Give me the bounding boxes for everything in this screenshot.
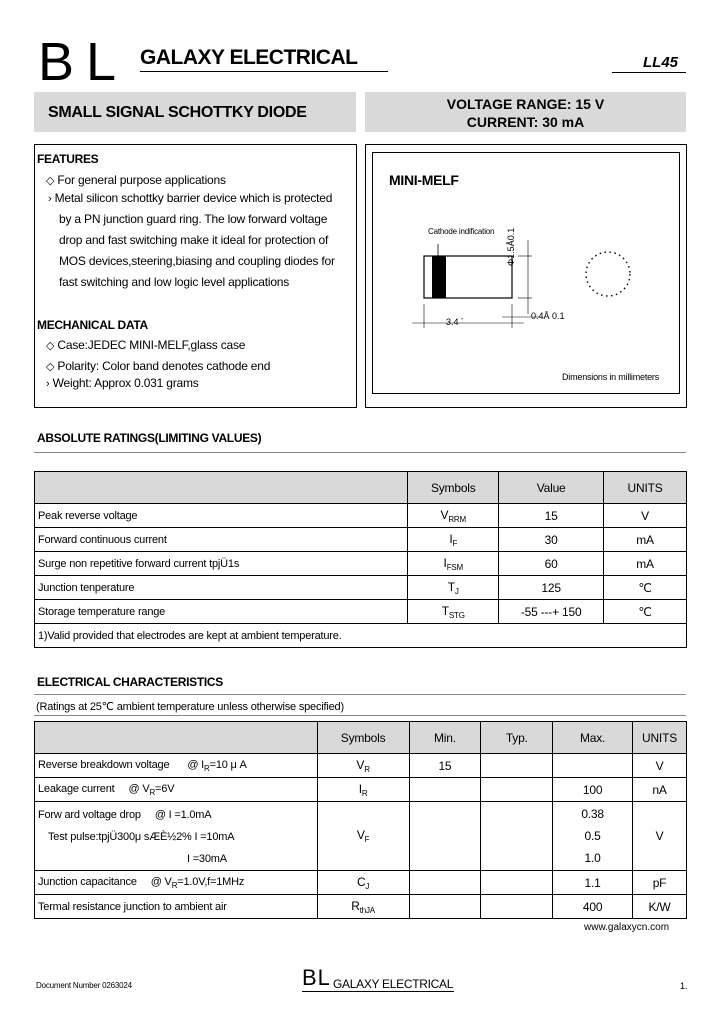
min-cell: 15 [409,754,481,778]
section-divider [34,452,686,453]
unit-cell: mA [604,528,687,552]
unit-cell: nA [633,778,687,802]
voltage-range: VOLTAGE RANGE: 15 V [446,96,605,112]
length-label: 3.4 ´ [446,317,465,327]
symbol-cell: $V_F$ [317,802,409,871]
param-cell: Surge non repetitive forward current tpjÜ1s [35,552,408,576]
forward-voltage-row [35,802,687,871]
absolute-ratings-table [34,471,687,648]
current-rating: CURRENT: 30 mA [466,114,585,130]
document-number: Document Number 0263024 [36,981,132,990]
features-title: FEATURES [37,152,99,166]
header-cell: UNITS [633,722,687,754]
diamond-bullet-icon: ◇ [46,175,55,187]
value-cell: 30 [499,528,604,552]
min-cell [409,895,481,919]
header-cell: Value [499,472,604,504]
symbol-cell: $I_F$ [408,528,499,552]
unit-cell: ℃ [604,600,687,624]
part-number: LL45 [643,54,679,71]
typ-cell [481,778,553,802]
mechanical-item: ◇ Polarity: Color band denotes cathode end [46,359,271,373]
mechanical-title: MECHANICAL DATA [37,318,148,332]
end-view-circle [586,252,630,296]
param-cell: Junction tenperature [35,576,408,600]
cathode-band [432,256,446,298]
ratings-banner [365,92,686,132]
param-cell: Termal resistance junction to ambient air [35,895,318,919]
product-title: SMALL SIGNAL SCHOTTKY DIODE [48,104,307,121]
symbol-cell: $R_{thJA}$ [317,895,409,919]
unit-cell: mA [604,552,687,576]
note-cell: 1)Valid provided that electrodes are kept at ambient temperature. [35,624,687,648]
header-cell: Symbols [408,472,499,504]
unit-cell: pF [633,871,687,895]
header-cell: Min. [409,722,481,754]
footer-company: GALAXY ELECTRICAL [333,977,454,991]
cathode-label: Cathode indification [428,227,495,236]
diameter-label: Φ1.5Å0.1 [506,227,516,266]
unit-cell: ℃ [604,576,687,600]
header-cell [35,722,318,754]
table-row [35,576,687,600]
param-cell: Reverse breakdown voltage @ $I_R=10$ μ A [35,754,318,778]
symbol-cell: $T_{STG}$ [408,600,499,624]
typ-cell [481,754,553,778]
electrical-table [34,721,687,919]
table-row [35,895,687,919]
ratings-note: (Ratings at 25℃ ambient temperature unless otherwise specified) [36,701,344,713]
absolute-ratings-title: ABSOLUTE RATINGS(LIMITING VALUES) [37,431,262,445]
max-cell: 100 [553,778,633,802]
symbol-cell: $C_J$ [317,871,409,895]
website-link[interactable]: www.galaxycn.com [584,922,670,933]
feature-line: fast switching and low logic level applications [59,275,290,289]
feature-item: › Metal silicon schottky barrier device which is protected [48,191,333,205]
table-row [35,871,687,895]
diamond-bullet-icon: ◇ [46,340,55,352]
lead-label: 0.4Å 0.1 [531,311,565,321]
table-row [35,754,687,778]
max-cell: 0.38 0.5 1.0 [553,802,633,871]
table-row [35,778,687,802]
package-title: MINI-MELF [389,172,459,188]
page-number: 1. [680,981,688,991]
symbol-cell: $I_{FSM}$ [408,552,499,576]
min-cell [409,802,481,871]
mechanical-item: › Weight: Approx 0.031 grams [46,376,199,390]
param-cell: Junction capacitance @ $V_R=1.0V,f=1MHz$ [35,871,318,895]
feature-line: MOS devices,steering,biasing and coupling diodes for [59,254,335,268]
param-cell: Leakage current @ $V_R=6V$ [35,778,318,802]
max-cell: 400 [553,895,633,919]
value-cell: 60 [499,552,604,576]
symbol-cell: $I_R$ [317,778,409,802]
part-underline [612,72,686,73]
arrow-bullet-icon: › [46,378,50,390]
brand-logo: BL [38,32,129,92]
param-cell: Storage temperature range [35,600,408,624]
header-cell: Symbols [317,722,409,754]
min-cell [409,778,481,802]
symbol-cell: $V_{RRM}$ [408,504,499,528]
header-cell [35,472,408,504]
table-header-row [35,722,687,754]
typ-cell [481,871,553,895]
param-cell: Forw ard voltage drop @ I =1.0mA Test pulse:tpjÜ300μ sÆÈ½2% I =10mA I =30mA [35,802,318,871]
table-header-row [35,472,687,504]
table-note-row [35,624,687,648]
symbol-cell: $T_J$ [408,576,499,600]
mechanical-item: ◇ Case:JEDEC MINI-MELF,glass case [46,338,246,352]
table-row [35,552,687,576]
arrow-bullet-icon: › [48,193,52,205]
feature-line: drop and fast switching make it ideal for protection of [59,233,329,247]
unit-cell: V [633,802,687,871]
value-cell: 125 [499,576,604,600]
section-divider [34,694,686,695]
unit-cell: V [633,754,687,778]
feature-line: by a PN junction guard ring. The low forward voltage [59,212,328,226]
table-row [35,600,687,624]
package-drawing [372,152,678,392]
company-name: GALAXY ELECTRICAL [140,46,358,69]
electrical-title: ELECTRICAL CHARACTERISTICS [37,675,223,689]
unit-cell: V [604,504,687,528]
max-cell: 1.1 [553,871,633,895]
table-row [35,504,687,528]
typ-cell [481,802,553,871]
value-cell: -55 ---+ 150 [499,600,604,624]
symbol-cell: $V_R$ [317,754,409,778]
product-title-banner [34,92,356,132]
min-cell [409,871,481,895]
header-cell: UNITS [604,472,687,504]
footer-rule [302,991,454,992]
diamond-bullet-icon: ◇ [46,361,55,373]
section-divider [34,715,686,716]
max-cell [553,754,633,778]
company-underline [140,71,388,72]
header-cell: Max. [553,722,633,754]
typ-cell [481,895,553,919]
value-cell: 15 [499,504,604,528]
feature-item: ◇ For general purpose applications [46,173,226,187]
unit-cell: K/W [633,895,687,919]
dimensions-note: Dimensions in millimeters [562,372,660,382]
param-cell: Forward continuous current [35,528,408,552]
header-cell: Typ. [481,722,553,754]
param-cell: Peak reverse voltage [35,504,408,528]
footer-logo: BL [302,965,331,990]
table-row [35,528,687,552]
